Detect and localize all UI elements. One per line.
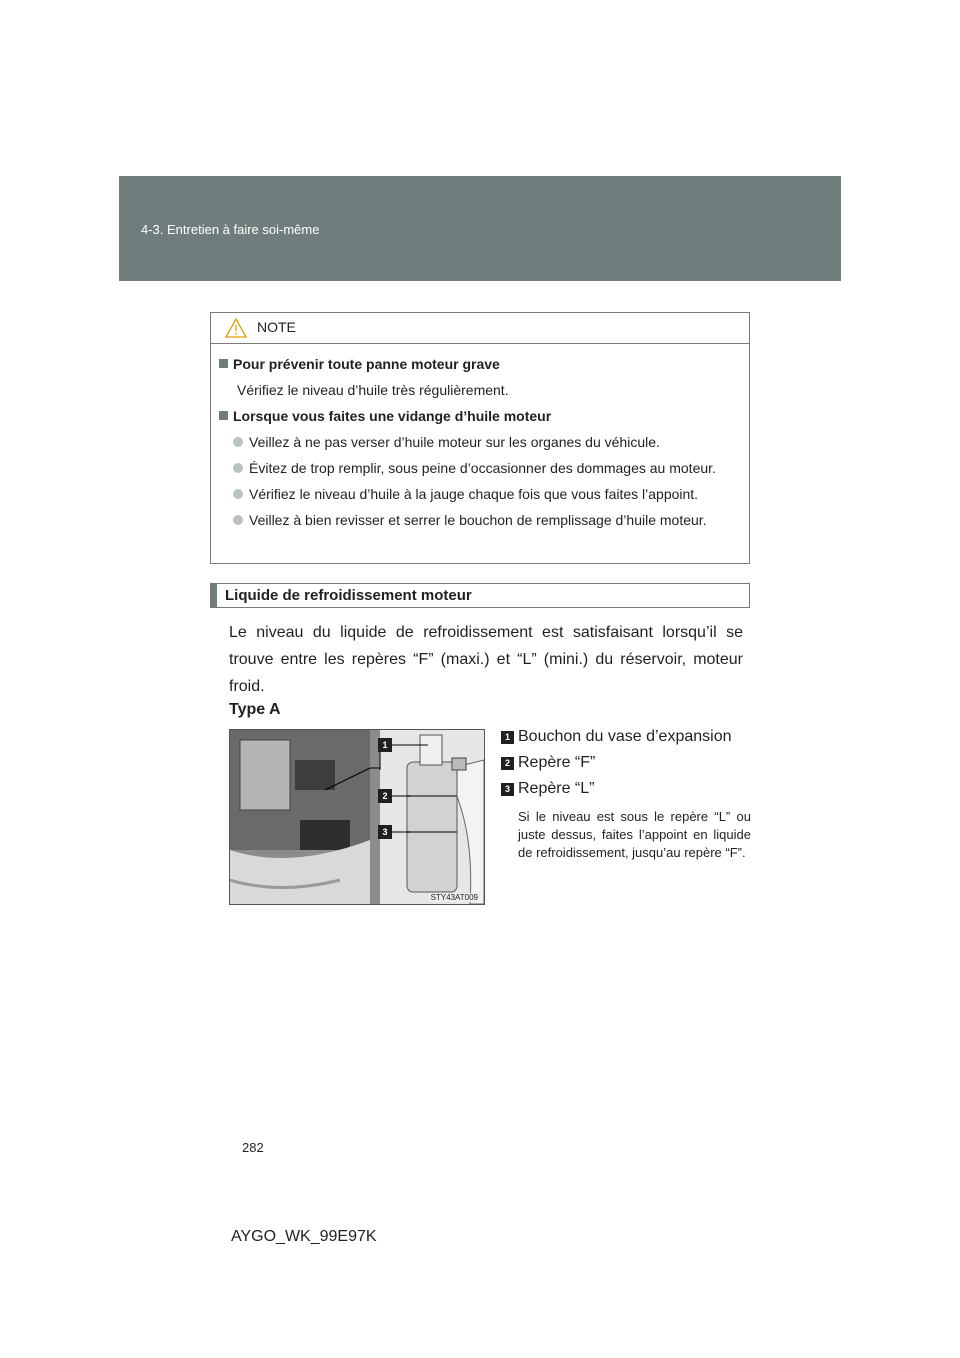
- note-bullet: Vérifiez le niveau d’huile à la jauge chaque fois que vous faites l’appoint.: [219, 484, 741, 504]
- round-bullet-icon: [233, 515, 243, 525]
- warning-triangle-icon: [225, 318, 247, 338]
- square-bullet-icon: [219, 411, 228, 420]
- round-bullet-icon: [233, 463, 243, 473]
- legend-note: Si le niveau est sous le repère “L” ou juste dessus, faites l’appoint en liquide de refroidissement, jusqu’au repère “F”.: [518, 809, 751, 860]
- section-heading-box: [210, 583, 750, 608]
- figure-legend: [501, 724, 751, 862]
- engine-bay-illustration: [230, 730, 484, 904]
- square-bullet-icon: [219, 359, 228, 368]
- header-band: [119, 176, 841, 281]
- page-number: 282: [242, 1140, 264, 1155]
- section-title: Liquide de refroidissement moteur: [225, 587, 472, 604]
- round-bullet-icon: [233, 489, 243, 499]
- note-header: [211, 313, 749, 344]
- section-heading-bar: [211, 584, 217, 607]
- note-body: [211, 344, 749, 530]
- legend-number: 3: [501, 783, 514, 796]
- document-code: AYGO_WK_99E97K: [231, 1228, 377, 1245]
- legend-number: 2: [501, 757, 514, 770]
- round-bullet-icon: [233, 437, 243, 447]
- note-text: Vérifiez le niveau d’huile très régulièrement.: [237, 382, 509, 398]
- type-label: Type A: [229, 701, 281, 718]
- legend-item: 1 Bouchon du vase d’expansion: [501, 724, 751, 750]
- note-subheading: Lorsque vous faites une vidange d’huile moteur: [219, 406, 741, 426]
- figure-callout: 3: [378, 825, 392, 839]
- note-subheading: Pour prévenir toute panne moteur grave: [219, 354, 741, 374]
- section-paragraph: Le niveau du liquide de refroidissement est satisfaisant lorsqu’il se trouve entre les repères “F” (maxi.) et “L” (mini.) du réservoir, moteur froid.: [229, 624, 743, 695]
- legend-number: 1: [501, 731, 514, 744]
- note-box: [210, 312, 750, 564]
- figure-callout: 2: [378, 789, 392, 803]
- legend-item: 3 Repère “L”: [501, 776, 751, 802]
- note-title: NOTE: [257, 319, 296, 335]
- note-bullet: Veillez à bien revisser et serrer le bouchon de remplissage d’huile moteur.: [219, 510, 741, 530]
- engine-photo-figure: [229, 729, 485, 905]
- note-bullet: Veillez à ne pas verser d’huile moteur sur les organes du véhicule.: [219, 432, 741, 452]
- figure-code: STY43AT009: [430, 893, 478, 902]
- legend-item: 2 Repère “F”: [501, 750, 751, 776]
- figure-callout: 1: [378, 738, 392, 752]
- note-bullet: Évitez de trop remplir, sous peine d’occasionner des dommages au moteur.: [219, 458, 741, 478]
- section-breadcrumb: 4-3. Entretien à faire soi-même: [141, 222, 320, 237]
